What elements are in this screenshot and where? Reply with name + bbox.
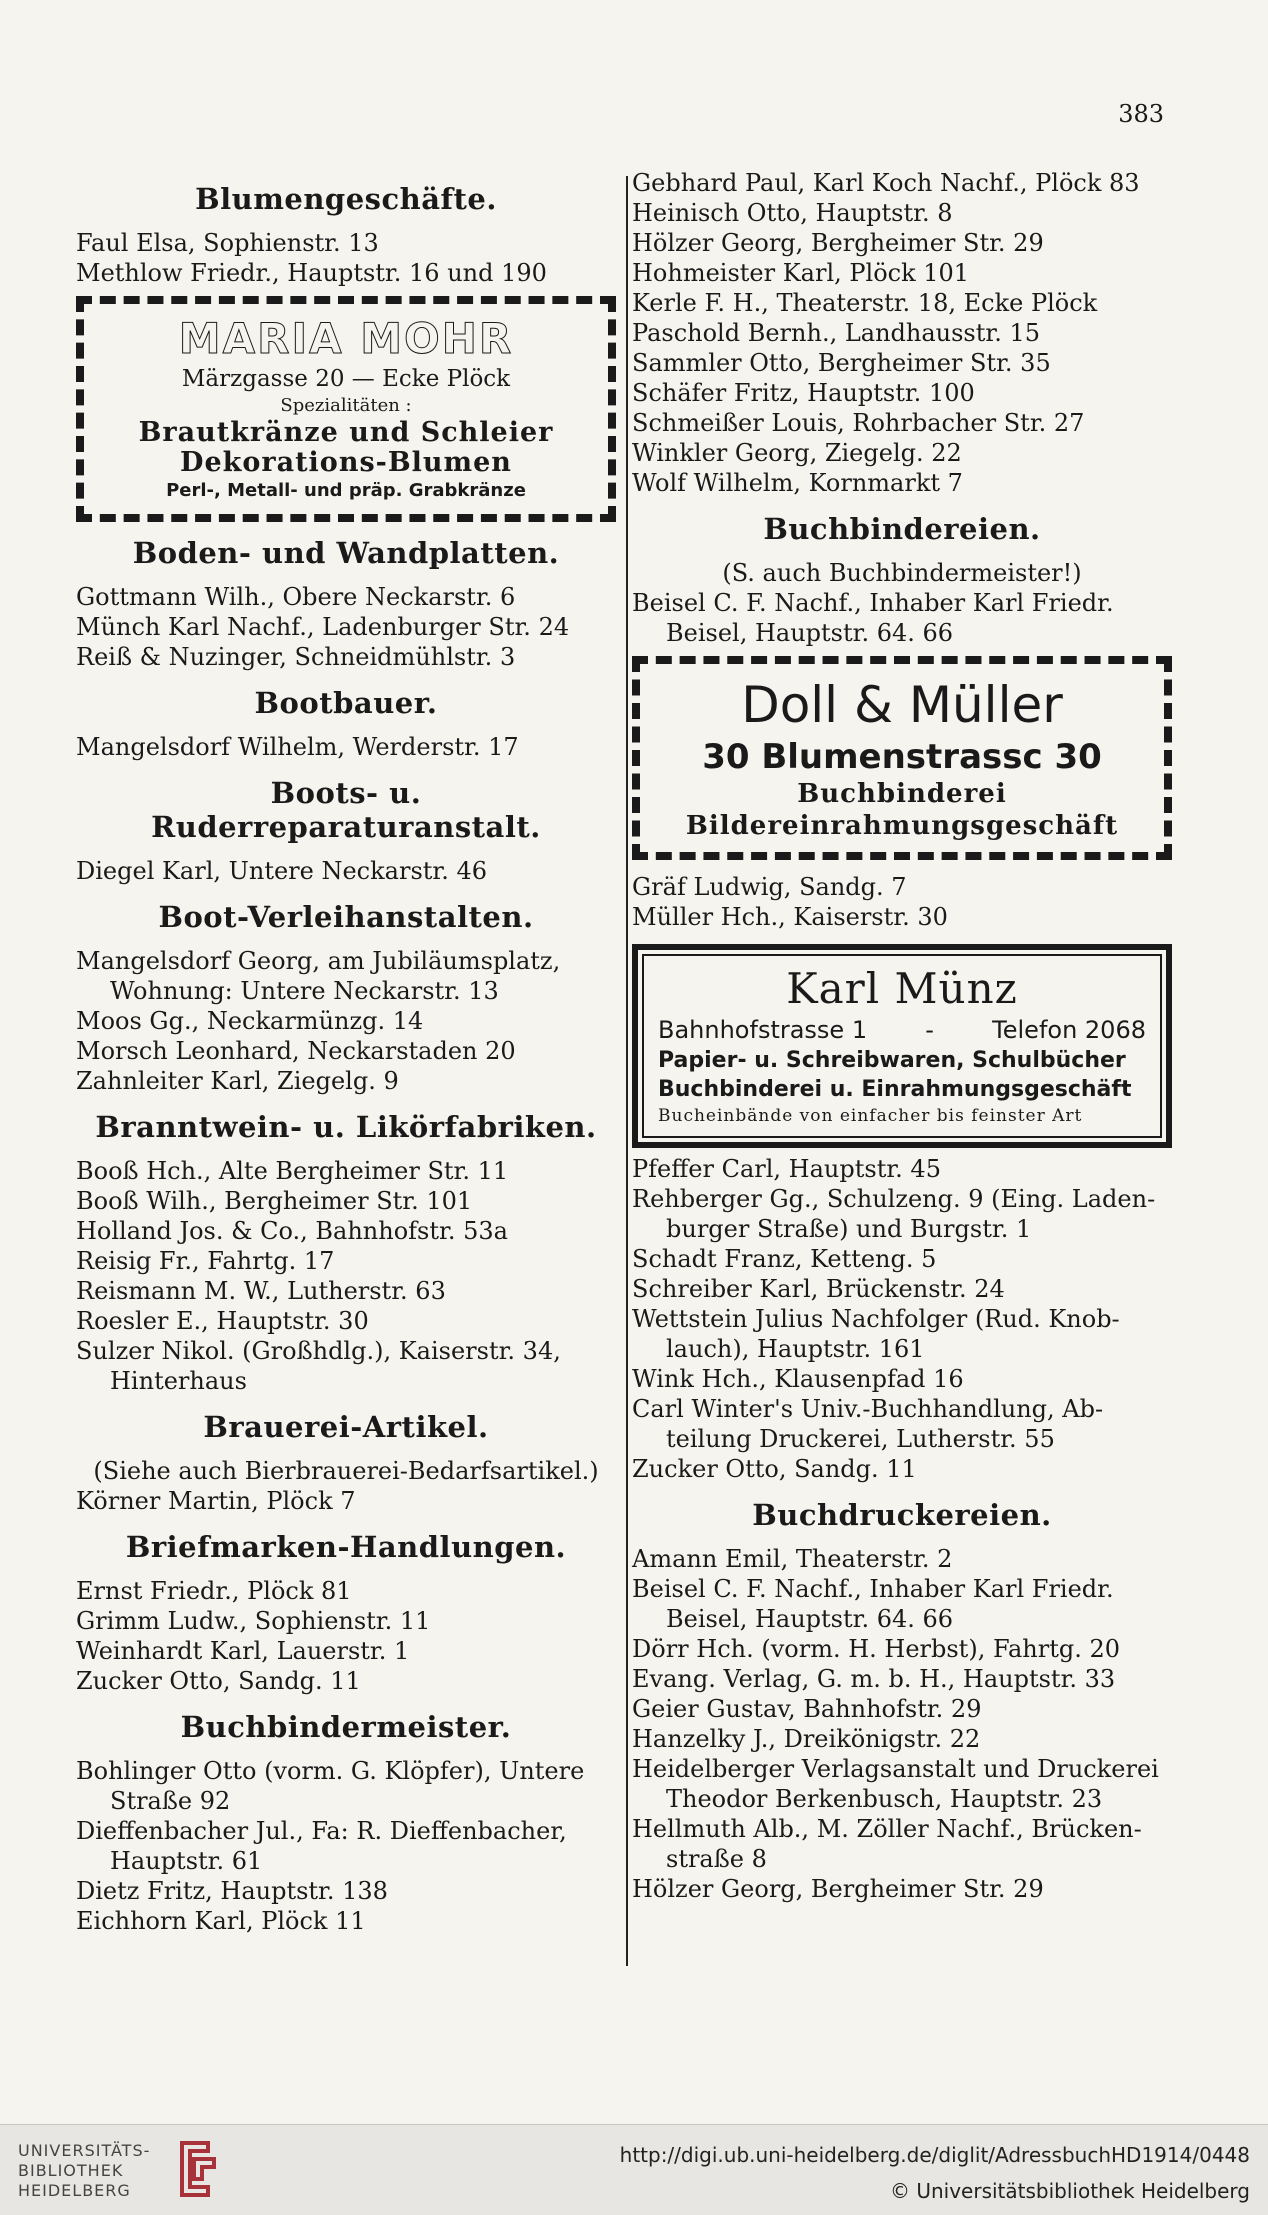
advert-separator: - <box>925 1016 934 1044</box>
entries-after-muenz <box>632 1154 1172 1484</box>
list-item: Grimm Ludw., Sophienstr. 11 <box>76 1607 431 1635</box>
list-item: Heinisch Otto, Hauptstr. 8 <box>632 199 953 227</box>
advert-spec-label: Spezialitäten : <box>280 395 412 416</box>
list-item: Wink Hch., Klausenpfad 16 <box>632 1365 964 1393</box>
advert-line: Bildereinrahmungsgeschäft <box>685 811 1119 841</box>
entry-text: Bohlinger Otto (vorm. G. Klöpfer), Untere <box>76 1757 585 1785</box>
list-item: Winkler Georg, Ziegelg. 22 <box>632 439 962 467</box>
advert-title: MARIA MOHR <box>178 314 514 363</box>
entry-text: Heidelberger Verlagsanstalt und Druckerei <box>632 1755 1159 1783</box>
section-bootbauer <box>76 686 616 762</box>
list-item: Gottmann Wilh., Obere Neckarstr. 6 <box>76 583 516 611</box>
advert-line: Brautkränze und Schleier <box>138 417 554 448</box>
section-briefmarken <box>76 1530 616 1696</box>
section-note: (Siehe auch Bierbrauerei-Bedarfsartikel.) <box>93 1457 599 1485</box>
section-buchbindereien <box>632 512 1172 648</box>
list-item: Moos Gg., Neckarmünzg. 14 <box>76 1007 424 1035</box>
column-divider <box>626 176 628 1966</box>
entry-text: Rehberger Gg., Schulzeng. 9 (Eing. Laden- <box>632 1185 1156 1213</box>
entry-continuation: burger Straße) und Burgstr. 1 <box>666 1215 1032 1243</box>
logo-line: HEIDELBERG <box>18 2181 131 2200</box>
entry-continuation: teilung Druckerei, Lutherstr. 55 <box>666 1425 1055 1453</box>
list-item: Zucker Otto, Sandg. 11 <box>76 1667 361 1695</box>
section-branntwein <box>76 1110 616 1396</box>
entry-continuation: lauch), Hauptstr. 161 <box>666 1335 925 1363</box>
entries-after-doll <box>632 872 1172 932</box>
list-item: Holland Jos. & Co., Bahnhofstr. 53a <box>76 1217 508 1245</box>
section-heading: Blumengeschäfte. <box>195 182 497 216</box>
advert-address: Märzgasse 20 — Ecke Plöck <box>181 366 511 392</box>
entry-continuation: Straße 92 <box>110 1787 231 1815</box>
list-item: Zahnleiter Karl, Ziegelg. 9 <box>76 1067 399 1095</box>
section-brauerei-artikel <box>76 1410 616 1516</box>
entry-continuation: Hinterhaus <box>110 1367 247 1395</box>
list-item: Gebhard Paul, Karl Koch Nachf., Plöck 83 <box>632 169 1140 197</box>
section-heading: Boot-Verleihanstalten. <box>158 900 534 934</box>
list-item: Weinhardt Karl, Lauerstr. 1 <box>76 1637 410 1665</box>
copyright-notice: © Universitätsbibliothek Heidelberg <box>889 2179 1250 2203</box>
list-item: Hanzelky J., Dreikönigstr. 22 <box>632 1725 981 1753</box>
section-heading: Buchbindermeister. <box>180 1710 512 1744</box>
advert-line: Buchbinderei u. Einrahmungsgeschäft <box>658 1077 1132 1102</box>
advert-address: 30 Blumenstrassc 30 <box>702 737 1102 777</box>
advert-line: Papier- u. Schreibwaren, Schulbücher <box>658 1048 1126 1073</box>
list-item: Paschold Bernh., Landhausstr. 15 <box>632 319 1041 347</box>
list-item <box>632 1304 1172 1364</box>
list-item <box>632 588 1172 648</box>
entry-continuation: Beisel, Hauptstr. 64. 66 <box>666 619 954 647</box>
list-item: Morsch Leonhard, Neckarstaden 20 <box>76 1037 516 1065</box>
entry-continuation: Beisel, Hauptstr. 64. 66 <box>666 1605 954 1633</box>
list-item: Mangelsdorf Wilhelm, Werderstr. 17 <box>76 733 519 761</box>
list-item: Reiß & Nuzinger, Schneidmühlstr. 3 <box>76 643 516 671</box>
list-item: Hölzer Georg, Bergheimer Str. 29 <box>632 229 1044 257</box>
list-item <box>76 946 616 1006</box>
entry-continuation: Theodor Berkenbusch, Hauptstr. 23 <box>666 1785 1103 1813</box>
list-item <box>632 1754 1172 1814</box>
list-item <box>632 1574 1172 1634</box>
section-heading: Brauerei-Artikel. <box>203 1410 489 1444</box>
list-item: Roesler E., Hauptstr. 30 <box>76 1307 369 1335</box>
source-url-link[interactable]: http://digi.ub.uni-heidelberg.de/diglit/AdressbuchHD1914/0448 <box>619 2143 1250 2167</box>
list-item: Körner Martin, Plöck 7 <box>76 1487 356 1515</box>
library-logo-icon <box>168 2137 222 2201</box>
logo-line: UNIVERSITÄTS- <box>18 2141 151 2160</box>
advert-title: Doll & Müller <box>741 676 1063 734</box>
section-note: (S. auch Buchbindermeister!) <box>722 559 1082 587</box>
list-item: Dietz Fritz, Hauptstr. 138 <box>76 1877 388 1905</box>
advert-address <box>658 1014 1146 1046</box>
section-boot-verleih <box>76 900 616 1096</box>
list-item <box>76 1816 616 1876</box>
list-item: Kerle F. H., Theaterstr. 18, Ecke Plöck <box>632 289 1098 317</box>
list-item: Schäfer Fritz, Hauptstr. 100 <box>632 379 975 407</box>
advert-karl-muenz <box>642 954 1162 1138</box>
entry-continuation: straße 8 <box>666 1845 767 1873</box>
right-column <box>632 168 1172 1904</box>
entry-text: Dieffenbacher Jul., Fa: R. Dieffenbacher, <box>76 1817 567 1845</box>
list-item: Booß Hch., Alte Bergheimer Str. 11 <box>76 1157 509 1185</box>
section-heading: Branntwein- u. Likörfabriken. <box>95 1110 597 1144</box>
list-item: Booß Wilh., Bergheimer Str. 101 <box>76 1187 473 1215</box>
list-item: Müller Hch., Kaiserstr. 30 <box>632 903 948 931</box>
advert-line: Perl-, Metall- und präp. Grabkränze <box>166 480 526 501</box>
list-item: Eichhorn Karl, Plöck 11 <box>76 1907 366 1935</box>
list-item: Faul Elsa, Sophienstr. 13 <box>76 229 379 257</box>
advert-phone: Telefon 2068 <box>992 1016 1146 1044</box>
section-heading: Buchbindereien. <box>763 512 1041 546</box>
advert-doll-mueller <box>632 656 1172 860</box>
advert-line: Buchbinderei <box>797 779 1007 809</box>
list-item: Diegel Karl, Untere Neckarstr. 46 <box>76 857 488 885</box>
entry-continuation: Hauptstr. 61 <box>110 1847 263 1875</box>
list-item <box>632 1184 1172 1244</box>
advert-line: Bucheinbände von einfacher bis feinster Art <box>658 1106 1083 1126</box>
entry-continuation: Wohnung: Untere Neckarstr. 13 <box>110 977 499 1005</box>
section-boden-wandplatten <box>76 536 616 672</box>
list-item: Methlow Friedr., Hauptstr. 16 und 190 <box>76 259 547 287</box>
list-item: Pfeffer Carl, Hauptstr. 45 <box>632 1155 941 1183</box>
list-item: Hölzer Georg, Bergheimer Str. 29 <box>632 1875 1044 1903</box>
entry-text: Carl Winter's Univ.-Buchhandlung, Ab- <box>632 1395 1104 1423</box>
list-item: Schreiber Karl, Brückenstr. 24 <box>632 1275 1005 1303</box>
section-buchdruckereien <box>632 1498 1172 1904</box>
entry-text: Hellmuth Alb., M. Zöller Nachf., Brücken- <box>632 1815 1142 1843</box>
section-heading: Boots- u. Ruderreparaturanstalt. <box>151 776 541 844</box>
entry-text: Mangelsdorf Georg, am Jubiläumsplatz, <box>76 947 561 975</box>
advert-maria-mohr <box>76 296 616 522</box>
entry-text: Sulzer Nikol. (Großhdlg.), Kaiserstr. 34, <box>76 1337 561 1365</box>
entry-text: Beisel C. F. Nachf., Inhaber Karl Friedr. <box>632 1575 1114 1603</box>
list-item: Geier Gustav, Bahnhofstr. 29 <box>632 1695 982 1723</box>
logo-line: BIBLIOTHEK <box>18 2161 124 2180</box>
section-heading: Buchdruckereien. <box>752 1498 1052 1532</box>
section-blumengeschaefte <box>76 182 616 288</box>
advert-line: Dekorations-Blumen <box>180 447 512 478</box>
advert-title: Karl Münz <box>786 964 1018 1013</box>
list-item: Evang. Verlag, G. m. b. H., Hauptstr. 33 <box>632 1665 1116 1693</box>
list-item <box>76 1336 616 1396</box>
entry-text: Beisel C. F. Nachf., Inhaber Karl Friedr. <box>632 589 1114 617</box>
continued-entries <box>632 168 1172 498</box>
section-heading: Boden- und Wandplatten. <box>132 536 560 570</box>
list-item: Ernst Friedr., Plöck 81 <box>76 1577 352 1605</box>
page-number: 383 <box>1118 100 1164 128</box>
section-ruderreparatur <box>76 776 616 886</box>
list-item: Zucker Otto, Sandg. 11 <box>632 1455 917 1483</box>
list-item: Gräf Ludwig, Sandg. 7 <box>632 873 907 901</box>
list-item: Sammler Otto, Bergheimer Str. 35 <box>632 349 1051 377</box>
list-item <box>76 1756 616 1816</box>
list-item: Reisig Fr., Fahrtg. 17 <box>76 1247 335 1275</box>
list-item: Schadt Franz, Ketteng. 5 <box>632 1245 937 1273</box>
list-item: Schmeißer Louis, Rohrbacher Str. 27 <box>632 409 1085 437</box>
list-item: Reismann M. W., Lutherstr. 63 <box>76 1277 446 1305</box>
list-item <box>632 1394 1172 1454</box>
library-footer <box>0 2124 1268 2215</box>
advert-street: Bahnhofstrasse 1 <box>658 1016 868 1044</box>
list-item: Amann Emil, Theaterstr. 2 <box>632 1545 953 1573</box>
list-item: Hohmeister Karl, Plöck 101 <box>632 259 970 287</box>
entry-text: Wettstein Julius Nachfolger (Rud. Knob- <box>632 1305 1120 1333</box>
list-item: Münch Karl Nachf., Ladenburger Str. 24 <box>76 613 570 641</box>
section-heading: Bootbauer. <box>254 686 438 720</box>
list-item: Dörr Hch. (vorm. H. Herbst), Fahrtg. 20 <box>632 1635 1121 1663</box>
left-column <box>76 168 616 1936</box>
library-logo-text <box>18 2141 150 2201</box>
section-heading: Briefmarken-Handlungen. <box>125 1530 567 1564</box>
section-buchbindermeister <box>76 1710 616 1936</box>
list-item: Wolf Wilhelm, Kornmarkt 7 <box>632 469 963 497</box>
list-item <box>632 1814 1172 1874</box>
